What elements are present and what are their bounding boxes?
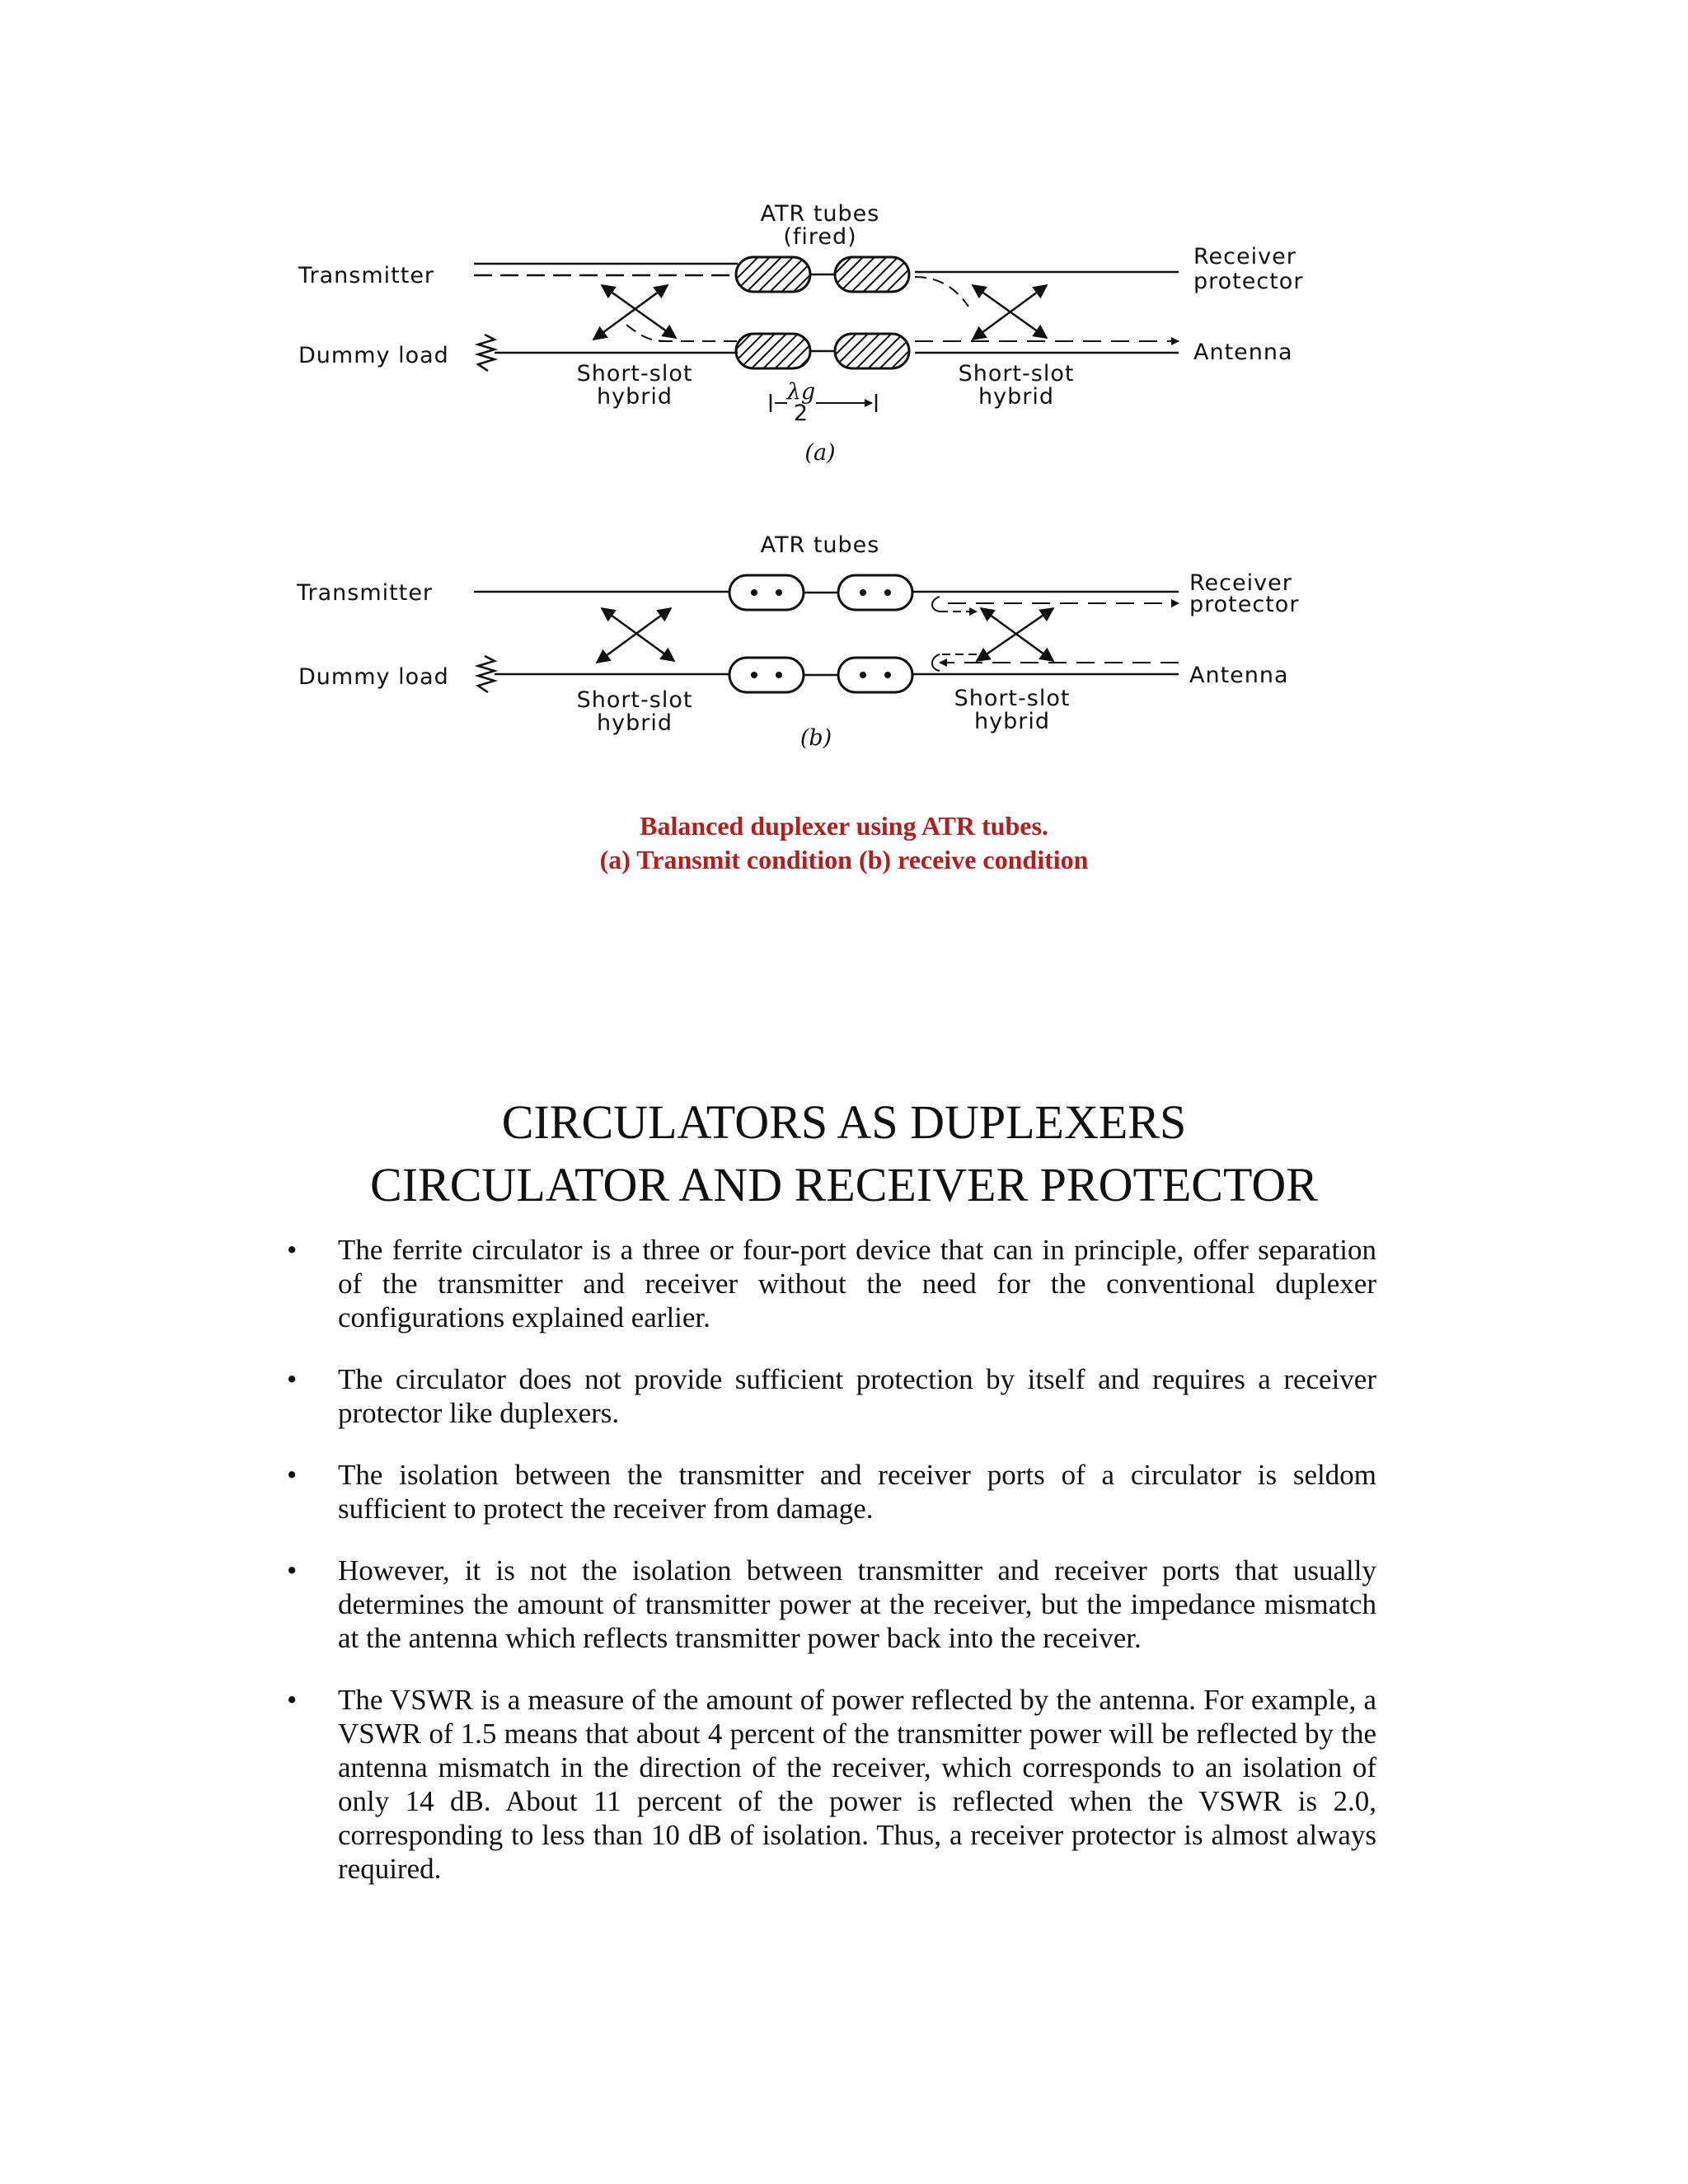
receiver-protector-label: Receiver [1189, 570, 1292, 596]
bullet-text: The isolation between the transmitter and receiver ports of a circulator is seldom sufficient to protect the receiver from damage. [338, 1459, 1376, 1525]
section-heading-line1: CIRCULATORS AS DUPLEXERS [501, 1095, 1187, 1149]
right-hybrid-label-2: hybrid [974, 709, 1050, 734]
right-hybrid-label-2: hybrid [978, 384, 1054, 410]
transmitter-label: Transmitter [297, 580, 434, 606]
right-hybrid-label: Short-slot [954, 686, 1071, 711]
left-hybrid-label: Short-slot [576, 361, 693, 387]
antenna-label: Antenna [1193, 340, 1293, 365]
section-heading-line2: CIRCULATOR AND RECEIVER PROTECTOR [370, 1158, 1318, 1212]
dummy-load-label: Dummy load [298, 343, 449, 368]
right-hybrid-label: Short-slot [958, 361, 1075, 387]
antenna-label: Antenna [1189, 663, 1289, 688]
bullet-text: The ferrite circulator is a three or four-port device that can in principle, offer separation of the transmitter and receiver without the need for the conventional duplexer configurations explained earlier. [338, 1234, 1376, 1333]
bullet-item [280, 1458, 1376, 1526]
left-hybrid-label-2: hybrid [597, 710, 673, 736]
bullet-item [280, 1233, 1376, 1334]
figure-caption-line1: Balanced duplexer using ATR tubes. [640, 811, 1048, 841]
bullet-icon: • [287, 1459, 298, 1491]
bullet-icon: • [287, 1234, 298, 1266]
bullet-icon: • [287, 1363, 298, 1395]
bullet-item [280, 1683, 1376, 1886]
section-heading [0, 1091, 1688, 1216]
atr-tubes-fired-label: (fired) [783, 224, 857, 250]
bullet-text: The circulator does not provide sufficient protection by itself and requires a receiver protector like duplexers. [338, 1363, 1376, 1429]
spacing-numerator: λg [786, 379, 816, 405]
atr-tubes-label: ATR tubes [760, 532, 880, 558]
bullet-icon: • [287, 1684, 298, 1716]
duplexer-diagram-transmit [0, 0, 1688, 511]
figure-caption-line2: (a) Transmit condition (b) receive condition [599, 845, 1089, 874]
left-hybrid-label: Short-slot [576, 687, 693, 713]
bullet-text: However, it is not the isolation between transmitter and receiver ports that usually determines the amount of transmitter power at the receiver, but the impedance mismatch at the antenna which reflects transmitter power back into the receiver. [338, 1554, 1376, 1654]
bullet-icon: • [287, 1554, 298, 1586]
bullet-item [280, 1362, 1376, 1430]
part-a-label: (a) [804, 440, 836, 466]
bullet-list [280, 1233, 1376, 1914]
transmitter-label: Transmitter [298, 263, 435, 288]
receiver-protector-label: Receiver [1193, 244, 1296, 269]
left-hybrid-label-2: hybrid [597, 384, 673, 410]
duplexer-diagram-receive [0, 511, 1688, 783]
receiver-protector-label-2: protector [1189, 592, 1300, 617]
spacing-denominator: 2 [793, 401, 809, 426]
receiver-protector-label-2: protector [1193, 269, 1304, 294]
bullet-item [280, 1554, 1376, 1655]
bullet-text: The VSWR is a measure of the amount of power reflected by the antenna. For example, a VSWR of 1.5 means that about 4 percent of the transmitter power will be reflected by the antenna mismatch in the direction of the receiver, which corresponds to an isolation of only 14 dB. About 11 percent of the power is reflected when the VSWR is 2.0, corresponding to less than 10 dB of isolation. Thus, a receiver protector is almost always required. [338, 1684, 1376, 1885]
atr-tubes-label: ATR tubes [760, 201, 880, 227]
figure-caption [0, 809, 1688, 877]
part-b-label: (b) [799, 725, 832, 751]
dummy-load-label: Dummy load [298, 664, 449, 690]
